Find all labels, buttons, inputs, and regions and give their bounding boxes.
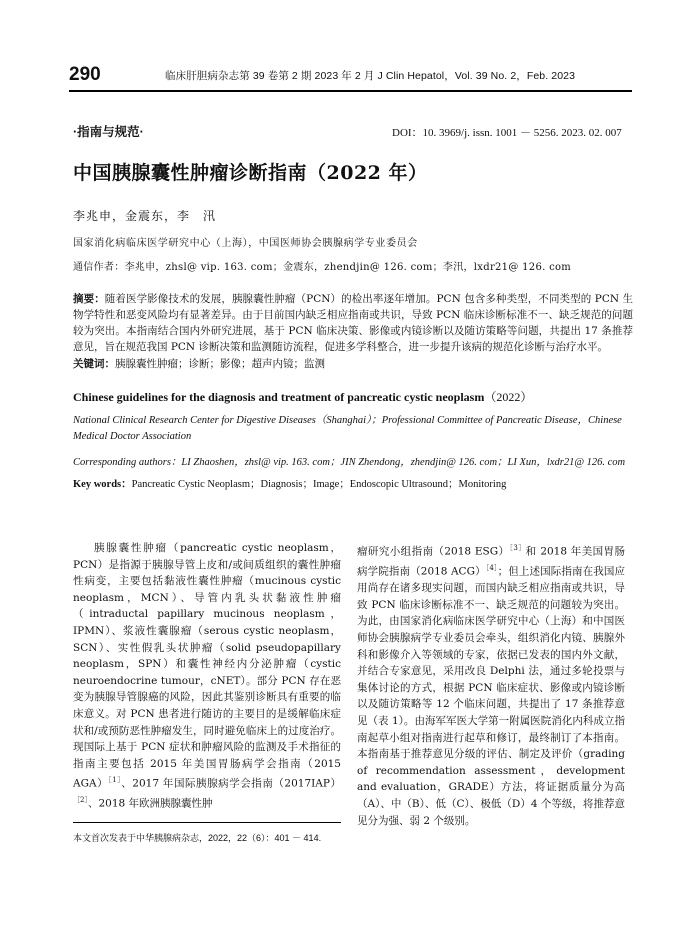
body-paragraph (357, 540, 625, 829)
authors-cn: 李兆申，金震东，李 汛 (73, 209, 217, 223)
body-text: 、2018 年欧洲胰腺囊性肿 (87, 797, 213, 810)
doi: DOI：10. 3969/j. issn. 1001 － 5256. 2023. 02. 007 (392, 127, 622, 139)
citation-4[interactable]: ［4］ (485, 564, 498, 573)
header-rule (69, 90, 632, 92)
citation-3[interactable]: ［3］ (509, 544, 526, 552)
abstract-cn (73, 291, 633, 355)
keywords-en (73, 476, 506, 491)
body-text: 瘤研究小组指南（2018 ESG） (357, 545, 510, 558)
keywords-cn (73, 356, 325, 371)
keywords-en-label: Key words： (73, 479, 132, 490)
abstract-label: 摘要： (73, 293, 105, 305)
body-column-right (357, 540, 625, 829)
running-header: 临床肝胆病杂志第 39 卷第 2 期 2023 年 2 月 J Clin Hepatol，Vol. 39 No. 2，Feb. 2023 (165, 70, 576, 82)
keywords-en-text: Pancreatic Cystic Neoplasm；Diagnosis；Image；Endoscopic Ultrasound；Monitoring (131, 479, 507, 490)
title-en-text: Chinese guidelines for the diagnosis and treatment of pancreatic cystic neoplasm (73, 390, 485, 404)
abstract-text: 随着医学影像技术的发展，胰腺囊性肿瘤（PCN）的检出率逐年增加。PCN 包含多种类型，不同类型的 PCN 生物学特性和恶变风险均有显著差异。由于目前国内缺乏相应指南或共识，导致 PCN 临床诊断标准不一、缺乏规范的问题较为突出。本指南结合国内外研究进展，基于 PCN 临床决策、影像或内镜诊断以及随访策略等问题，共提出 17 条推荐意见，旨在规范我国 PCN 诊断决策和监测随访流程，促进多学科整合，进一步提升该病的规范化诊断与治疗水平。 (73, 293, 634, 353)
citation-2[interactable]: ［2］ (73, 796, 88, 805)
body-paragraph (73, 540, 341, 813)
footnote-rule (73, 822, 341, 823)
affiliation-cn: 国家消化病临床医学研究中心（上海），中国医师协会胰腺病学专业委员会 (73, 238, 418, 249)
affiliation-en: National Clinical Research Center for Digestive Diseases（Shanghai）；Professional Committee of Pancreatic Disease，Chinese Medical Doctor Association (73, 415, 622, 442)
body-text: ；但上述国际指南在我国应用尚存在诸多现实问题，而国内缺乏相应指南或共识，导致 PCN 临床诊断标准不一、缺乏规范的问题较为突出。为此，由国家消化病临床医学研究中心（上海）和中国医师协会胰腺病学专业委员会牵头，组织消化内镜、胰腺外科和影像介入等领域的专家，依据已发表的国内外文献，并结合专家意见，采用改良 Delphi 法，通过多轮投票与集体讨论的方式，根据 PCN 临床症状、影像或内镜诊断以及随访策略等 12 个临床问题，共提出了 17 条推荐意见（表 1）。由海军军医大学第一附属医院消化内科成立指南起草小组对指南进行起草和修订，最终制订了本指南。本指南基于推荐意见分级的评估、制定及评价（grading of recommendation assessment，development and evaluation，GRADE）方法，将证据质量分为高（A）、中（B）、低（C）、极低（D）4 个等级，将推荐意见分为强、弱 2 个级别。 (357, 565, 625, 827)
body-text: 、2017 年国际胰腺病学会指南（2017IAP） (121, 777, 341, 790)
keywords-cn-text: 胰腺囊性肿瘤；诊断；影像；超声内镜；监测 (115, 358, 325, 370)
corresponding-en: Corresponding authors：LI Zhaoshen，zhsl@ vip. 163. com；JIN Zhendong，zhendjin@ 126. com；LI Xun，lxdr21@ 126. com (73, 457, 626, 468)
keywords-cn-label: 关键词： (73, 358, 115, 370)
footnote: 本文首次发表于中华胰腺病杂志，2022，22（6）：401 － 414. (73, 833, 322, 843)
page-number: 290 (69, 64, 101, 85)
body-column-left (73, 540, 341, 813)
section-label: ·指南与规范· (73, 125, 144, 139)
title-en (73, 388, 532, 405)
citation-1[interactable]: ［1］ (108, 776, 122, 785)
body-text: 和 2018 年美国胃肠病学院指南（2018 ACG） (357, 545, 625, 578)
body-text: 胰腺囊性肿瘤（pancreatic cystic neoplasm，PCN）是指源于胰腺导管上皮和/或间质组织的囊性肿瘤性病变，主要包括黏液性囊性肿瘤（mucinous cystic neoplasm，MCN）、导管内乳头状黏液性肿瘤（intraductal papillary mucinous neoplasm，IPMN）、浆液性囊腺瘤（serous cystic neoplasm，SCN）、实性假乳头状肿瘤（solid pseudopapillary neoplasm，SPN）和囊性神经内分泌肿瘤（cystic neuroendocrine tumour，cNET）。部分 PCN 存在恶变为胰腺导管腺癌的风险，因此其鉴别诊断具有重要的临床意义。对 PCN 患者进行随访的主要目的是缓解临床症状和/或预防恶性肿瘤发生，同时避免临床上的过度治疗。现国际上基于 PCN 症状和肿瘤风险的监测及手术指征的指南主要包括 2015 年美国胃肠病学会指南（2015 AGA） (73, 542, 341, 790)
title-en-year: （2022） (484, 390, 533, 404)
corresponding-cn: 通信作者：李兆申，zhsl@ vip. 163. com；金震东，zhendjin@ 126. com；李汛，lxdr21@ 126. com (73, 262, 572, 273)
title-cn: 中国胰腺囊性肿瘤诊断指南（2022 年） (73, 162, 428, 184)
